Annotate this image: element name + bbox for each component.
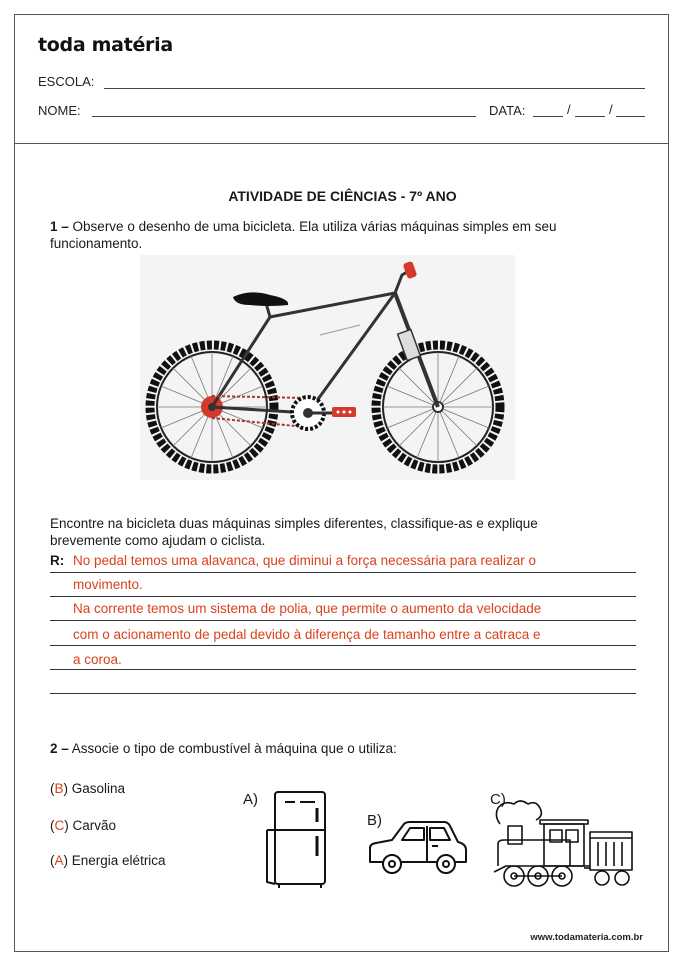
option-answer[interactable]: C	[54, 818, 65, 833]
image-label-c: C)	[490, 791, 506, 808]
answer-line-4: com o acionamento de pedal devido à diferença de tamanho entre a catraca e	[73, 627, 541, 642]
car-icon	[366, 818, 470, 880]
question-2-number: 2 –	[50, 741, 69, 756]
footer-url[interactable]: www.todamateria.com.br	[530, 932, 643, 943]
answer-rule	[50, 693, 636, 694]
image-label-a: A)	[243, 791, 258, 808]
date-year-field[interactable]	[616, 116, 645, 117]
date-separator: /	[567, 102, 571, 117]
escola-label: ESCOLA:	[38, 74, 95, 89]
answer-line-5: a coroa.	[73, 652, 122, 667]
question-1-number: 1 –	[50, 219, 69, 234]
option-answer[interactable]: B	[54, 781, 64, 796]
option-gasolina: (B) Gasolina	[50, 781, 126, 796]
brand-logo: toda matéria	[38, 34, 173, 56]
question-1-line2: funcionamento.	[50, 236, 143, 251]
answer-line-2: movimento.	[73, 577, 143, 592]
option-label: Gasolina	[71, 781, 126, 796]
refrigerator-icon	[265, 790, 331, 890]
answer-rule	[50, 620, 636, 621]
date-separator: /	[609, 102, 613, 117]
question-2-text	[50, 740, 640, 757]
data-label: DATA:	[489, 103, 526, 118]
option-answer[interactable]: A	[54, 853, 64, 868]
header-separator	[14, 143, 669, 144]
option-energia-eletrica: (A) Energia elétrica	[50, 853, 166, 868]
image-label-b: B)	[367, 812, 382, 829]
question-2-statement: Associe o tipo de combustível à máquina que o utiliza:	[71, 741, 397, 756]
question-1-prompt	[50, 515, 640, 549]
option-label: Energia elétrica	[71, 853, 166, 868]
question-1-line1: Observe o desenho de uma bicicleta. Ela utiliza várias máquinas simples em seu	[72, 219, 557, 234]
answer-line-1: No pedal temos uma alavanca, que diminui a força necessária para realizar o	[73, 553, 537, 568]
date-month-field[interactable]	[575, 116, 605, 117]
question-1-text	[50, 218, 640, 252]
answer-rule	[50, 572, 636, 573]
escola-field[interactable]	[104, 88, 645, 89]
option-label: Carvão	[72, 818, 117, 833]
answer-label: R:	[50, 553, 65, 568]
date-day-field[interactable]	[533, 116, 563, 117]
option-carvao: (C) Carvão	[50, 818, 117, 833]
answer-rule	[50, 645, 636, 646]
answer-line-3: Na corrente temos um sistema de polia, que permite o aumento da velocidade	[73, 601, 542, 616]
page-title: ATIVIDADE DE CIÊNCIAS - 7º ANO	[228, 188, 457, 204]
question-1-prompt-line2: brevemente como ajudam o ciclista.	[50, 533, 266, 548]
question-1-prompt-line1: Encontre na bicicleta duas máquinas simples diferentes, classifique-as e explique	[50, 516, 538, 531]
nome-label: NOME:	[38, 103, 81, 118]
answer-rule	[50, 669, 636, 670]
train-icon	[490, 796, 636, 892]
bicycle-illustration	[140, 255, 515, 480]
nome-field[interactable]	[92, 116, 476, 117]
answer-rule	[50, 596, 636, 597]
